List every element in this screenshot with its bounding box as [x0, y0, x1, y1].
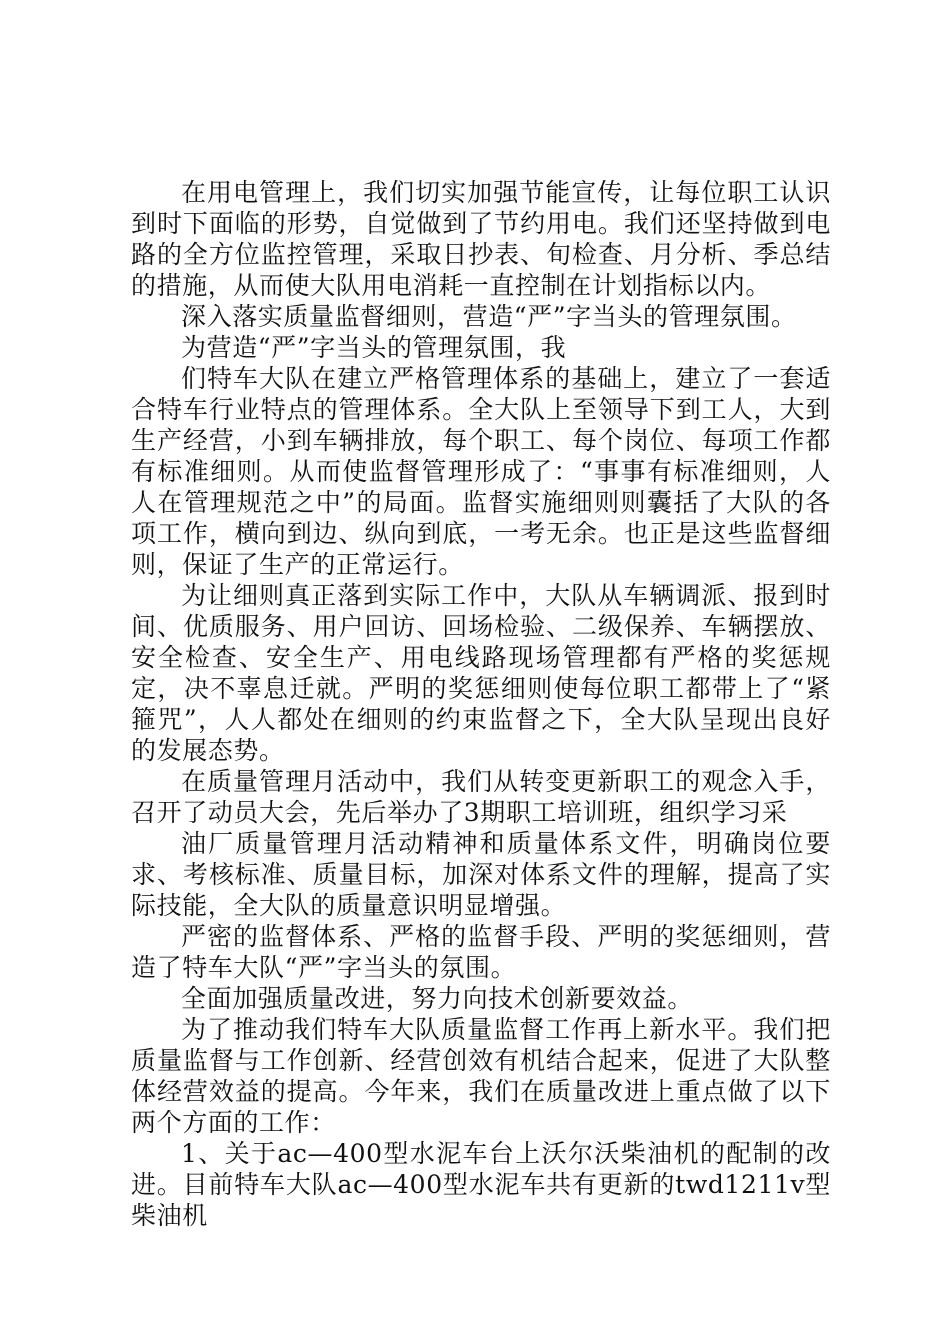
- document-body: [131, 177, 831, 1231]
- paragraph-power-management: 在用电管理上，我们切实加强节能宣传，让每位职工认识到时下面临的形势，自觉做到了节约用电。我们还坚持做到电路的全方位监控管理，采取日抄表、旬检查、月分析、季总结的措施，从而使大队用电消耗一直控制在计划指标以内。: [131, 178, 831, 300]
- paragraph-quality-month: 在质量管理月活动中，我们从转变更新职工的观念入手，召开了动员大会，先后举办了3期职工培训班，组织学习采: [131, 767, 831, 827]
- paragraph-rules-implementation: 为让细则真正落到实际工作中，大队从车辆调派、报到时间、优质服务、用户回访、回场检验、二级保养、车辆摆放、安全检查、安全生产、用电线路现场管理都有严格的奖惩规定，决不辜息迁就。严明的奖惩细则使每位职工都带上了“紧箍咒”，人人都处在细则的约束监督之下，全大队呈现出良好的发展态势。: [131, 581, 831, 765]
- paragraph-quality-heading: 深入落实质量监督细则，营造“严”字当头的管理氛围。: [181, 302, 797, 331]
- paragraph-item-one: 1、关于ac—400型水泥车台上沃尔沃柴油机的配制的改进。目前特车大队ac—400型水泥车共有更新的twd1211v型柴油机: [131, 1139, 831, 1230]
- paragraph-improvement-heading: 全面加强质量改进，努力向技术创新要效益。: [181, 984, 694, 1013]
- paragraph-improvement-intro: 为了推动我们特车大队质量监督工作再上新水平。我们把质量监督与工作创新、经营创效有机结合起来，促进了大队整体经营效益的提高。今年来，我们在质量改进上重点做了以下两个方面的工作：: [131, 1015, 831, 1137]
- paragraph-quality-month-continued: 油厂质量管理月活动精神和质量体系文件，明确岗位要求、考核标准、质量目标，加深对体系文件的理解，提高了实际技能，全大队的质量意识明显增强。: [131, 829, 831, 920]
- paragraph-strict-summary: 严密的监督体系、严格的监督手段、严明的奖惩细则，营造了特车大队“严”字当头的氛围。: [131, 922, 831, 982]
- paragraph-strict-atmosphere-intro: 为营造“严”字当头的管理氛围，我: [181, 333, 567, 362]
- paragraph-management-system: 们特车大队在建立严格管理体系的基础上，建立了一套适合特车行业特点的管理体系。全大队上至领导下到工人，大到生产经营，小到车辆排放，每个职工、每个岗位、每项工作都有标准细则。从而使监督管理形成了：“事事有标准细则，人人在管理规范之中”的局面。监督实施细则则囊括了大队的各项工作，横向到边、纵向到底，一考无余。也正是这些监督细则，保证了生产的正常运行。: [131, 364, 831, 579]
